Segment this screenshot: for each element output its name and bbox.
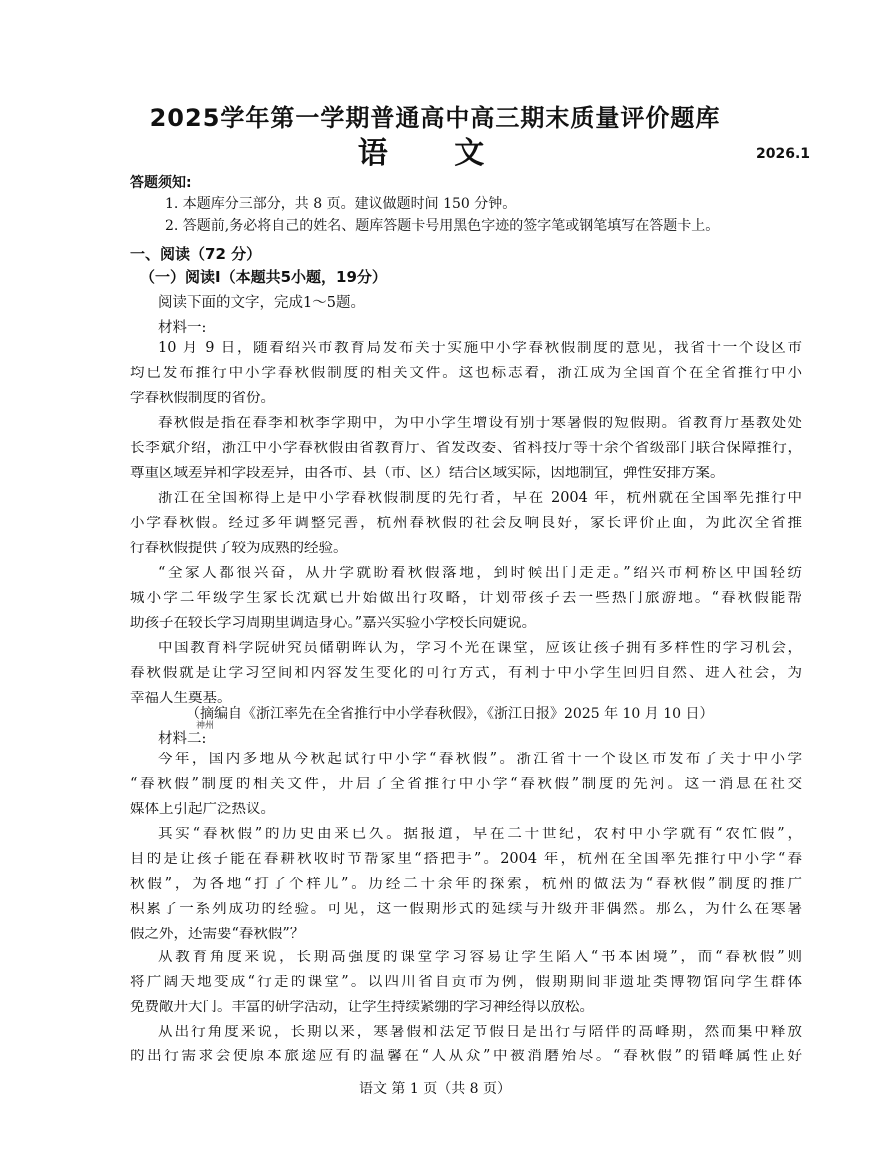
text-line: “春秋假”制度的相关文件，开启了全省推行中小学“春秋假”制度的先河。这一消息在社交 [130,777,802,792]
text-line: 均已发布推行中小学春秋假制度的相关文件。这也标志着，浙江成为全国首个在全省推行中小 [130,366,802,381]
text-line: 将广阔天地变成“行走的课堂”。以四川省自贡市为例，假期期间非遗址类博物馆向学生群体 [130,975,802,990]
text-line: 尊重区域差异和学段差异，由各市、县（市、区）结合区域实际，因地制宜，弹性安排方案。 [130,466,725,481]
page-footer: 语文 第 1 页（共 8 页） [358,1081,512,1097]
text-line: 春秋假就是让学习空间和内容发生变化的可行方式，有利于中小学生回归自然、进入社会，为 [130,666,802,681]
text-line: 积累了一系列成功的经验。可见，这一假期形式的延续与升级并非偶然。那么，为什么在寒暑 [130,902,802,917]
text-line: 秋假”，为各地“打了个样儿”。历经二十余年的探索，杭州的做法为“春秋假”制度的推广 [130,877,802,892]
text-line: 助孩子在较长学习周期里调适身心。”嘉兴实验小学校长向婕说。 [130,616,537,631]
text-line: 春秋假是指在春季和秋季学期中，为中小学生增设有别于寒暑假的短假期。省教育厅基教处处 [158,416,802,431]
text-line: 学春秋假制度的省份。 [130,391,275,406]
text-line: 城小学二年级学生家长沈斌已开始做出行攻略，计划带孩子去一些热门旅游地。“春秋假能帮 [130,591,802,606]
text-line: 长李斌介绍，浙江中小学春秋假由省教育厅、省发改委、省科技厅等十余个省级部门联合保障推行， [130,441,802,456]
text-line: 浙江在全国称得上是中小学春秋假制度的先行者，早在 2004 年，杭州就在全国率先推行中 [158,491,802,506]
notice-heading: 答题须知: [130,175,192,191]
text-line: 小学春秋假。经过多年调整完善，杭州春秋假的社会反响良好，家长评价正面，为此次全省推 [130,516,802,531]
material-label: 材料一: [158,320,207,336]
subsection-heading: （一）阅读Ⅰ（本题共5小题，19分） [140,268,387,286]
text-line: 今年，国内多地从今秋起试行中小学“春秋假”。浙江省十一个设区市发布了关于中小学 [158,752,802,767]
source-citation: （摘编自《浙江率先在全省推行中小学春秋假》，《浙江日报》2025 年 10 月 10 日） [186,706,714,722]
text-line: 行春秋假提供了较为成熟的经验。 [130,541,348,556]
notice-item: 1. 本题库分三部分，共 8 页。建议做题时间 150 分钟。 [165,196,517,212]
text-line: 免费敞开大门。丰富的研学活动，让学生持续紧绷的学习神经得以放松。 [130,1000,594,1015]
text-line: “全家人都很兴奋，从开学就盼着秋假落地，到时候出门走走。”绍兴市柯桥区中国轻纺 [158,566,802,581]
exam-title: 2025学年第一学期普通高中高三期末质量评价题库 [149,104,721,132]
notice-item: 2. 答题前,务必将自己的姓名、题库答题卡号用黑色字迹的签字笔或钢笔填写在答题卡上。 [165,218,720,234]
text-line: 的出行需求会使原本旅途应有的温馨在“人从众”中被消磨殆尽。“春秋假”的错峰属性正好 [130,1049,802,1064]
exam-date: 2026.1 [756,146,811,162]
text-line: 媒体上引起广泛热议。 [130,802,275,817]
text-line: 中国教育科学院研究员储朝晖认为，学习不光在课堂，应该让孩子拥有多样性的学习机会， [158,641,802,656]
text-line: 目的是让孩子能在春耕秋收时节帮家里“搭把手”。2004 年，杭州在全国率先推行中小学“春 [130,852,802,867]
text-line: 假之外，还需要“春秋假”？ [130,927,305,942]
subject-heading: 语 文 [357,136,513,171]
handwritten-annotation: 神州 [196,721,215,731]
text-line: 从教育角度来说，长期高强度的课堂学习容易让学生陷入“书本困境”，而“春秋假”则 [158,950,802,965]
instruction-text: 阅读下面的文字，完成1～5题。 [158,295,365,311]
text-line: 幸福人生奠基。 [130,691,232,706]
text-line: 从出行角度来说，长期以来，寒暑假和法定节假日是出行与陪伴的高峰期，然而集中释放 [158,1025,802,1040]
text-line: 其实“春秋假”的历史由来已久。据报道，早在二十世纪，农村中小学就有“农忙假”， [158,827,802,842]
section-heading: 一、阅读（72 分） [130,245,262,263]
text-line: 10 月 9 日，随着绍兴市教育局发布关于实施中小学春秋假制度的意见，我省十一个设区市 [158,341,802,356]
material-label: 材料二: [158,731,207,747]
